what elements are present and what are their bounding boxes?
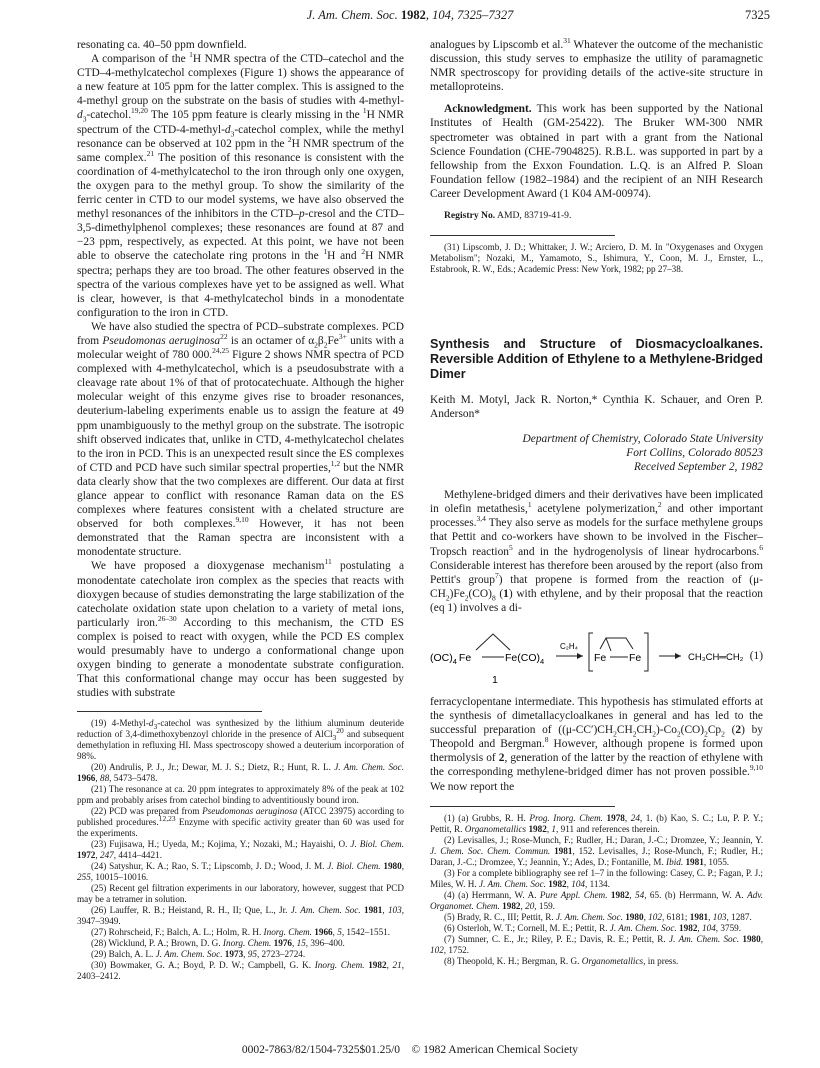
- journal-volume-pages: , 104, 7325–7327: [425, 8, 514, 22]
- footnote-entry: (27) Rohrscheid, F.; Balch, A. L.; Holm, R. H. Inorg. Chem. 1966, 5, 1542–1551.: [91, 927, 391, 938]
- footnote-entry: (21) The resonance at ca. 20 ppm integrates to approximately 8% of the peak at 102 ppm and probably arises from catechol binding to adventitiously bound iron.: [77, 784, 404, 806]
- footnote-entry: (8) Theopold, K. H.; Bergman, R. G. Organometallics, in press.: [444, 955, 679, 966]
- article-authors: Keith M. Motyl, Jack R. Norton,* Cynthia K. Schauer, and Oren P. Anderson*: [430, 394, 763, 421]
- footnote-entry: (7) Sumner, C. E., Jr.; Riley, P. E.; Davis, R. E.; Pettit, R. J. Am. Chem. Soc. 1980, 102, 1752.: [430, 933, 764, 955]
- reaction-scheme-graphic: [430, 621, 763, 691]
- reaction-arrow-1-head: [577, 653, 583, 659]
- registry-number: [430, 209, 763, 223]
- page-footer: [0, 1044, 820, 1056]
- article-body-paragraph-2: ferracyclopentane intermediate. This hypothesis has stimulated efforts at the synthesis of dimetallacycloalkanes in general and has led to the successful preparation of $((\mu-CC')CH_2CH_2CH_2)-Co_2(CO)_2Cp_2$ (2) by Theopold and Bergman.$^8$ However, although propene is formed upon thermolysis of 2, generation of the latter by the reaction of ethylene with the corresponding methylene-bridged dimer has not proven possible.$^{9,10}$ We now report the: [430, 695, 763, 793]
- footnote-entry: (5) Brady, R. C., III; Pettit, R. J. Am. Chem. Soc. 1980, 102, 6181; 1981, 103, 1287.: [444, 911, 752, 922]
- footnote-entry: (29) Balch, A. L. J. Am. Chem. Soc. 1973, 95, 2723–2724.: [91, 949, 306, 960]
- affiliation-line-1: Department of Chemistry, Colorado State University: [522, 432, 763, 445]
- footnote-31: [430, 242, 763, 275]
- acknowledgment: [430, 102, 763, 201]
- article-body-paragraph-1: Methylene-bridged dimers and their derivatives have been implicated in olefin metathesis,$^1$ acetylene polymerization,$^2$ and other important processes.$^{3,4}$ They also serve as models for the surface methylene groups that Pettit and co-workers have shown to be involved in the Fischer–Tropsch reaction$^5$ and in the hydrogenolysis of linear hydrocarbons.$^6$ Considerable interest has therefore been aroused by the report (also from Pettit's group$^7$) that propene is formed from the reaction of $(\mu-CH_2)Fe_2(CO)_8$ (1) with ethylene, and by their proposal that the reaction (eq 1) involves a di-: [430, 489, 764, 614]
- left-column: [77, 38, 404, 982]
- affiliation: [430, 432, 763, 475]
- right-paragraph-1: analogues by Lipscomb et al.$^{31}$ Whatever the outcome of the mechanistic discussion, this study serves to emphasize the utility of paramagnetic NMR spectroscopy for providing details of the active-site structure in metalloproteins.: [430, 36, 763, 94]
- reaction-scheme: [430, 621, 763, 691]
- right-column: [430, 38, 763, 967]
- journal-citation: [0, 8, 820, 23]
- reaction-arrow-2-head: [675, 653, 681, 659]
- footnote-entry: (22) PCD was prepared from Pseudomonas aeruginosa (ATCC 23975) according to published procedures.$^{12,23}$ Enzyme with specific activity greater than 60 was used for the experiments.: [77, 806, 405, 839]
- intermediate-fe-1: Fe: [594, 651, 607, 664]
- acknowledgment-body: This work has been supported by the National Institutes of Health (GM-25422). The Bruker WM-300 NMR spectrometer was obtained in part with a grant from the National Science Foundation (CHE-7904825). R.B.L. was supported in part by a fellowship from the Exxon Foundation. L.Q. is an Alfred P. Sloan Foundation fellow (1982–1984) and the recipient of an NIH Research Career Development Award (1 K04 AM-00974).: [430, 103, 763, 200]
- intermediate-fe-2: Fe: [629, 651, 642, 664]
- footnote-divider: [77, 711, 262, 712]
- left-paragraph-1: resonating ca. 40–50 ppm downfield.: [77, 39, 247, 51]
- left-paragraph-3: We have also studied the spectra of PCD–substrate complexes. PCD from Pseudomonas aeruginosa$^{22}$ is an octamer of $\alpha_2\beta_2Fe^{3+}$ units with a molecular weight of 780 000.$^{24,25}$ Figure 2 shows NMR spectra of PCD complexed with 4-methylcatechol, which is a pseudosubstrate with a cleavage rate about 1% of that of protocatechuate. Although the higher molecular weight of this enzyme gives rise to broader resonances, deuterium-labeling experiments enable us to assign the feature at 49 ppm unambiguously to the methyl group on the substrate. The isotropic shift observed indicates that, unlike in CTD, 4-methylcatechol chelates to the iron in PCD. This is an unexpected result since the ES complexes of CTD and PCD have such similar spectral properties,$^{1,2}$ but the NMR data clearly show that the two complexes are different. Our data at first glance appear to conflict with resonance Raman data on the ES complexes where features consistent with a chelated structure are observed for both complexes.$^{9,10}$ However, it has not been demonstrated that the Raman spectra are inconsistent with a monodentate structure.: [77, 320, 405, 559]
- footnote-entry: (24) Satyshur, K. A.; Rao, S. T.; Lipscomb, J. D.; Wood, J. M. J. Biol. Chem. 1980, 255, 10015–10016.: [77, 861, 405, 883]
- compound-label-1: 1: [492, 673, 498, 686]
- footer-code: 0002-7863/82/1504-7325$01.25/0: [241, 1044, 401, 1056]
- footnote-entry: (25) Recent gel filtration experiments in our laboratory, however, suggest that PCD may be a tetramer in solution.: [77, 883, 404, 905]
- methylene-bridge: [476, 634, 510, 650]
- left-paragraph-4: We have proposed a dioxygenase mechanism$^{11}$ postulating a monodentate catecholate iron complex as the species that reacts with dioxygen because of studies demonstrating the large stabilization of the catecholate oxidation state upon chelation to a variety of metal ions, particularly iron.$^{26-30}$ According to this mechanism, the CTD ES complex is poised to react with oxygen, while the PCD ES complex would presumably have to undergo a conformational change upon oxygen binding to generate a monodentate substrate configuration. That this conformational change may occur has been suggested by studies with substrate: [77, 557, 405, 700]
- running-header: [0, 8, 820, 28]
- article-title: Synthesis and Structure of Diosmacycloalkanes. Reversible Addition of Ethylene to a Methylene-Bridged Dimer: [430, 337, 763, 382]
- journal-name: J. Am. Chem. Soc.: [306, 8, 398, 22]
- left-footnotes: [77, 718, 404, 982]
- equation-number: (1): [749, 649, 763, 662]
- scheme-right-group: $Fe(CO)_4$: [505, 651, 545, 666]
- footnote-31-text: (31) Lipscomb, J. D.; Whittaker, J. W.; Arciero, D. M. In "Oxygenases and Oxygen Metabolism"; Nozaki, M., Yamamoto, S., Ishimura, Y., Coon, M. J., Ernster, L., Estabrook, R. W., Eds.; Academic Press: New York, 1982; pp 27–38.: [430, 242, 763, 275]
- footnote-entry: (19) $4-Methyl-d_3$-catechol was synthesized by the lithium aluminum deuteride reduction of 3,4-dimethoxybenzoyl chloride in the presence of AlCl$_3^{20}$ and subsequent demethylation in refluxing HI. Mass spectroscopy showed a deuterium incorporation of 98%.: [77, 718, 404, 762]
- received-date: Received September 2, 1982: [633, 460, 763, 473]
- registry-body: AMD, 83719-41-9.: [497, 210, 572, 222]
- footnote-entry: (26) Lauffer, R. B.; Heistand, R. H., II; Que, L., Jr. J. Am. Chem. Soc. 1981, 103, 3947–3949.: [77, 905, 405, 927]
- scheme-left-group: $(OC)_4$ Fe: [430, 651, 472, 666]
- bracket-left: [589, 633, 593, 671]
- footnote-entry: (30) Bowmaker, G. A.; Boyd, P. D. W.; Campbell, G. K. Inorg. Chem. 1982, 21, 2403–2412.: [77, 960, 405, 982]
- registry-heading: Registry No.: [444, 210, 496, 222]
- footnote-entry: (23) Fujisawa, H.; Uyeda, M.; Kojima, Y.; Nozaki, M.; Hayaishi, O. J. Biol. Chem. 1972, 247, 4414–4421.: [77, 839, 404, 861]
- ferracycle-methylene: [606, 638, 611, 651]
- footnote-entry: (6) Osterloh, W. T.; Cornell, M. E.; Pettit, R. J. Am. Chem. Soc. 1982, 104, 3759.: [444, 922, 742, 933]
- footnote-entry: (1) (a) Grubbs, R. H. Prog. Inorg. Chem. 1978, 24, 1. (b) Kao, S. C.; Lu, P. P. Y.; Pettit, R. Organometallics 1982, 1, 911 and references therein.: [430, 812, 764, 834]
- footnote-entry: (4) (a) Herrmann, W. A. Pure Appl. Chem. 1982, 54, 65. (b) Herrmann, W. A. Adv. Organomet. Chem. 1982, 20, 159.: [430, 889, 764, 911]
- acknowledgment-heading: Acknowledgment.: [444, 103, 532, 116]
- reagent-ethylene: C₂H₄: [560, 641, 578, 651]
- left-paragraph-2: A comparison of the $^1$H NMR spectra of the CTD–catechol and the CTD–4-methylcatechol complexes (Figure 1) shows the appearance of a new feature at 105 ppm for the latter complex. This is assigned to the 4-methyl group on the substrate on the basis of studies with $4-methyl-d_3-catechol.^{19,20}$ The 105 ppm feature is clearly missing in the $^1$H NMR spectrum of the CTD-$4-methyl-d_3$-catechol complex, while the methyl resonance can be observed at 102 ppm in the $^2$H NMR spectrum of the same complex.$^{21}$ The position of this resonance is consistent with the coordination of 4-methylcatechol to the iron through only one oxygen, the oxygen para to the methyl group. To show the similarity of the ferric center in CTD to our model systems, we have also observed the methyl resonances of the inhibitors in the CTD–p-cresol and the CTD–3,5-dimethylphenol complexes; these resonances are found at 87 and −23 ppm, respectively, as expected. At this point, we have not been able to observe the catecholate ring protons in the $^1$H and $^2$H NMR spectra; perhaps they are too broad. The other features observed in the spectra of the various complexes have yet to be assigned as well. What is clear, however, is that 4-methylcatechol binds in a monodentate configuration to the iron in CTD.: [77, 50, 405, 319]
- footnote-entry: (20) Andrulis, P. J., Jr.; Dewar, M. J. S.; Dietz, R.; Hunt, R. L. J. Am. Chem. Soc. 1966, 88, 5473–5478.: [77, 762, 405, 784]
- product-propene: CH₃CH═CH₂: [688, 651, 744, 663]
- footnote-entry: (3) For a complete bibliography see ref 1–7 in the following: Casey, C. P.; Fagan, P. J.; Miles, W. H. J. Am. Chem. Soc. 1982, 104, 1134.: [430, 867, 763, 889]
- footnote-divider: [430, 806, 615, 807]
- footer-copyright: © 1982 American Chemical Society: [411, 1044, 579, 1056]
- footnote-entry: (2) Levisalles, J.; Rose-Munch, F.; Rudler, H.; Daran, J.-C.; Dromzee, Y.; Jeannin, Y. J. Chem. Soc. Chem. Commun. 1981, 152. Levisalles, J.; Rose-Munch, F.; Rudler, H.; Daran, J.-C.; Dromzee, Y.; Jeannin, Y.; Ades, D.; Fontanille, M. Ibid. 1981, 1055.: [430, 834, 764, 867]
- footnote-divider: [430, 235, 615, 236]
- right-footnotes: [430, 813, 763, 967]
- page-number: 7325: [745, 8, 770, 22]
- footnote-entry: (28) Wicklund, P. A.; Brown, D. G. Inorg. Chem. 1976, 15, 396–400.: [91, 938, 345, 949]
- affiliation-line-2: Fort Collins, Colorado 80523: [626, 446, 763, 459]
- ferracycle-ring: [600, 638, 633, 649]
- bracket-right: [644, 633, 648, 671]
- journal-year: 1982: [400, 8, 426, 22]
